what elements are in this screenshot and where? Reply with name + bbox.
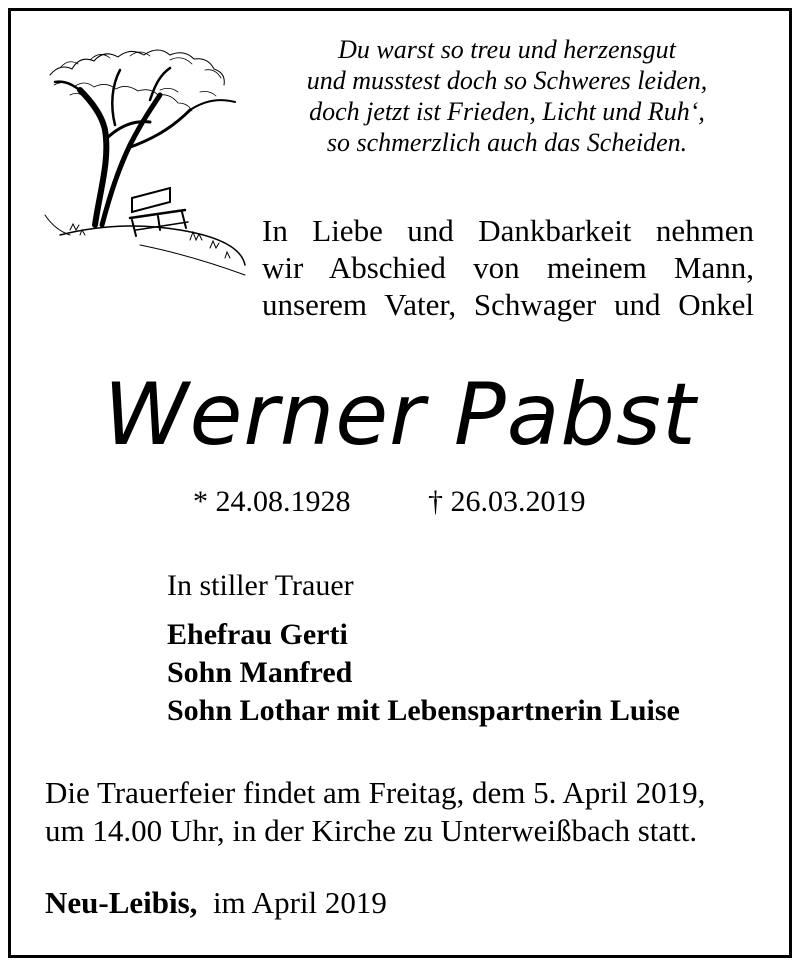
- birth-date: * 24.08.1928: [193, 485, 351, 518]
- service-line: Die Trauerfeier findet am Freitag, dem 5. April 2019,: [45, 775, 706, 810]
- intro-text: [262, 212, 754, 323]
- place-date: im April 2019: [212, 885, 387, 920]
- poem-line: und musstest doch so Schweres leiden,: [306, 66, 708, 95]
- family-member: Ehefrau Gerti: [167, 618, 348, 651]
- service-line: um 14.00 Uhr, in der Kirche zu Unterweißbach statt.: [45, 813, 698, 848]
- place-name: Neu-Leibis,: [45, 885, 198, 920]
- place-and-date: [45, 884, 387, 922]
- poem-line: doch jetzt ist Frieden, Licht und Ruh‘,: [309, 97, 705, 126]
- family-member: Sohn Lothar mit Lebenspartnerin Luise: [167, 694, 680, 727]
- poem: [262, 34, 752, 158]
- intro-line: In Liebe und Dankbarkeit nehmen: [262, 213, 754, 248]
- poem-line: Du warst so treu und herzensgut: [338, 35, 676, 64]
- intro-line: unserem Vater, Schwager und Onkel: [262, 287, 754, 322]
- service-info: [45, 774, 705, 850]
- deceased-name: Werner Pabst: [103, 365, 697, 465]
- family-member: Sohn Manfred: [167, 656, 353, 689]
- mourning-label: In stiller Trauer: [167, 569, 354, 602]
- tree-with-bench-icon: [40, 30, 250, 280]
- death-date: † 26.03.2019: [428, 485, 586, 518]
- poem-line: so schmerzlich auch das Scheiden.: [326, 128, 688, 157]
- family-list: [167, 616, 680, 730]
- intro-line: wir Abschied von meinem Mann,: [262, 250, 754, 285]
